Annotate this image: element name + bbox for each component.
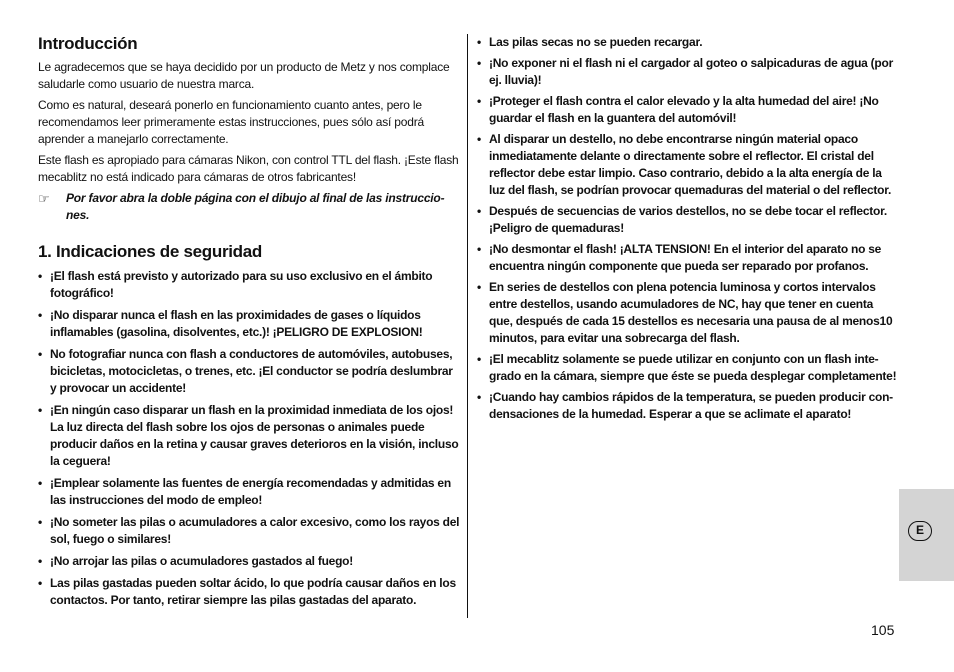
right-column	[477, 34, 899, 427]
intro-note	[38, 190, 460, 224]
safety-item: • ¡Proteger el flash contra el calor elevado y la alta humedad del aire! ¡No guardar el flash en la guantera del automóvil!	[477, 93, 899, 127]
safety-item: • ¡No exponer ni el flash ni el cargador al goteo o salpicaduras de agua (por ej. lluvia)!	[477, 55, 899, 89]
safety-item: • Las pilas secas no se pueden recargar.	[477, 34, 899, 51]
language-badge: E	[908, 521, 932, 541]
safety-item: • ¡Cuando hay cambios rápidos de la temperatura, se pueden producir condensaciones de la humedad. Esperar a que se aclimate el aparato!	[477, 389, 899, 423]
page-number: 105	[871, 622, 895, 638]
safety-item: • ¡Emplear solamente las fuentes de energía recomendadas y admitidas en las instrucciones del modo de empleo!	[38, 475, 460, 509]
safety-item: • ¡El flash está previsto y autorizado para su uso exclusivo en el ámbito fotográfico!	[38, 268, 460, 302]
safety-item: • Al disparar un destello, no debe encontrarse ningún material opaco inmediatamente delante o directamente sobre el reflector. El cristal del reflector debe estar limpio. Caso contrario, debido a la alta energía de la luz del flash, se podrían provocar quemaduras del material o del reflector.	[477, 131, 899, 199]
intro-note-text: Por favor abra la doble página con el dibujo al final de las instrucciones.	[66, 191, 445, 222]
safety-item: • ¡No arrojar las pilas o acumuladores gastados al fuego!	[38, 553, 460, 570]
language-tab	[899, 489, 954, 581]
safety-title: 1. Indicaciones de seguridad	[38, 242, 263, 261]
pointing-hand-icon: ☞	[38, 191, 50, 206]
safety-item: • En series de destellos con plena potencia luminosa y cortos intervalos entre destellos, usando acumuladores de NC, hay que tener en cuenta que, después de cada 15 destellos es necesaria una pausa de al menos10 minutos, para evitar una sobrecarga del flash.	[477, 279, 899, 347]
safety-list-right	[477, 34, 899, 423]
safety-item: • Las pilas gastadas pueden soltar ácido, lo que podría causar daños en los contactos. Por tanto, retirar siempre las pilas gastadas del aparato.	[38, 575, 460, 609]
safety-item: • ¡No desmontar el flash! ¡ALTA TENSION! En el interior del aparato no se encuentra ningún componente que pueda ser reparado por profanos.	[477, 241, 899, 275]
safety-item: • Después de secuencias de varios destellos, no se debe tocar el reflector. ¡Peligro de quemaduras!	[477, 203, 899, 237]
column-divider	[467, 34, 468, 618]
left-column	[38, 34, 460, 614]
safety-item: • No fotografiar nunca con flash a conductores de automóviles, autobuses, bicicletas, motocicletas, o trenes, etc. ¡El conductor se podría deslumbrar y provocar un accidente!	[38, 346, 460, 397]
safety-item: • ¡En ningún caso disparar un flash en la proximidad inmediata de los ojos! La luz directa del flash sobre los ojos de personas o animales puede producir daños en la retina y causar graves deterioros en la visión, incluso la ceguera!	[38, 402, 460, 470]
safety-item: • ¡No disparar nunca el flash en las proximidades de gases o líquidos inflamables (gasolina, disolventes, etc.)! ¡PELIGRO DE EXPLOSION!	[38, 307, 460, 341]
safety-item: • ¡El mecablitz solamente se puede utilizar en conjunto con un flash integrado en la cámara, siempre que éste se pueda desplegar completamente!	[477, 351, 899, 385]
intro-paragraph: Le agradecemos que se haya decidido por un producto de Metz y nos complace saludarle como usuario de nuestra marca.	[38, 60, 450, 91]
intro-paragraph: Este flash es apropiado para cámaras Nikon, con control TTL del flash. ¡Este flash mecablitz no está indicado para cámaras de otros fabricantes!	[38, 153, 459, 184]
intro-paragraph: Como es natural, deseará ponerlo en funcionamiento cuanto antes, pero le recomendamos leer primeramente estas instrucciones, pues sólo así podrá aprender a manejarlo correctamente.	[38, 98, 424, 146]
safety-item: • ¡No someter las pilas o acumuladores a calor excesivo, como los rayos del sol, fuego o similares!	[38, 514, 460, 548]
safety-list-left	[38, 268, 460, 609]
intro-title: Introducción	[38, 34, 138, 53]
